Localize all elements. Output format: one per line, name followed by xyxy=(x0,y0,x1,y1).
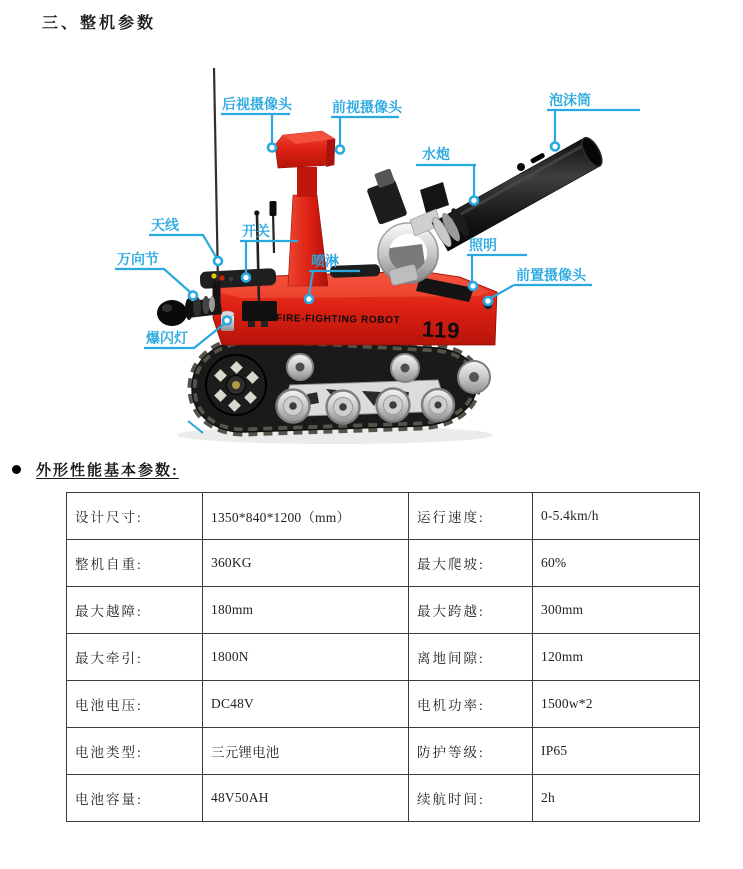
robot-illustration xyxy=(90,55,743,460)
callout-water-cannon-label: 水炮 xyxy=(422,146,450,162)
spec-row xyxy=(67,634,700,681)
spec-value-cell: 2h xyxy=(533,775,700,822)
callout-dot xyxy=(305,295,313,303)
spec-value-cell: 48V50AH xyxy=(203,775,409,822)
callout-dot xyxy=(189,292,197,300)
spec-value-cell: 1800N xyxy=(203,634,409,681)
spec-row xyxy=(67,493,700,540)
callout-front-camera xyxy=(484,267,592,305)
spec-table xyxy=(66,492,700,822)
callout-dot xyxy=(336,146,344,154)
spec-value-cell: 1500w*2 xyxy=(533,681,700,728)
spec-label-cell: 运行速度: xyxy=(409,493,533,540)
section-heading: 三、整机参数 xyxy=(42,15,157,32)
foam-barrel xyxy=(430,135,606,251)
subsection-heading: 外形性能基本参数: xyxy=(36,463,179,479)
callout-dot xyxy=(484,297,492,305)
spec-label-cell: 最大跨越: xyxy=(409,587,533,634)
spec-label-cell: 最大越障: xyxy=(67,587,203,634)
callout-foam-cylinder-label: 泡沫筒 xyxy=(549,92,591,108)
spec-value-cell: 三元锂电池 xyxy=(203,728,409,775)
spec-value-cell: 120mm xyxy=(533,634,700,681)
spec-value-cell: 180mm xyxy=(203,587,409,634)
spec-value-cell: 360KG xyxy=(203,540,409,587)
spec-row xyxy=(67,728,700,775)
subsection-heading-row xyxy=(12,459,179,480)
cannon-motor xyxy=(366,179,407,225)
spec-label-cell: 整机自重: xyxy=(67,540,203,587)
spec-row xyxy=(67,540,700,587)
callout-rear-view-camera-label: 后视摄像头 xyxy=(222,96,292,112)
callout-front-view-camera-label: 前视摄像头 xyxy=(332,99,402,115)
spec-label-cell: 设计尺寸: xyxy=(67,493,203,540)
universal-joint xyxy=(157,296,222,326)
whip-antenna xyxy=(214,68,218,285)
callout-front-camera-label: 前置摄像头 xyxy=(516,267,586,283)
callout-dot xyxy=(268,144,276,152)
callout-spray-label: 喷淋 xyxy=(311,253,339,269)
spec-label-cell: 续航时间: xyxy=(409,775,533,822)
callout-front-view-camera xyxy=(331,99,403,154)
spec-value-cell: 60% xyxy=(533,540,700,587)
spec-value-cell: IP65 xyxy=(533,728,700,775)
spec-value-cell: DC48V xyxy=(203,681,409,728)
spec-row xyxy=(67,681,700,728)
spec-value-cell: 1350*840*1200（mm） xyxy=(203,493,409,540)
bullet-icon xyxy=(12,465,21,474)
callout-dot xyxy=(470,197,478,205)
spec-row xyxy=(67,775,700,822)
callout-universal-joint-label: 万向节 xyxy=(117,251,159,267)
callout-antenna-label: 天线 xyxy=(151,217,179,233)
callout-strobe-light-label: 爆闪灯 xyxy=(146,330,188,346)
callout-dot xyxy=(223,317,231,325)
drive-sprocket xyxy=(206,355,266,415)
track-assembly xyxy=(188,339,490,433)
callout-switch-label: 开关 xyxy=(242,223,270,239)
short-antenna xyxy=(273,211,274,253)
callout-dot xyxy=(551,143,559,151)
spec-label-cell: 电池容量: xyxy=(67,775,203,822)
spec-label-cell: 电机功率: xyxy=(409,681,533,728)
callout-antenna xyxy=(149,217,222,265)
callout-dot xyxy=(214,257,222,265)
spec-label-cell: 电池电压: xyxy=(67,681,203,728)
hull-side-text: FIRE-FIGHTING ROBOT xyxy=(275,313,401,327)
callout-universal-joint xyxy=(115,251,197,300)
hull-number: 119 xyxy=(421,316,462,344)
spec-value-cell: 0-5.4km/h xyxy=(533,493,700,540)
spec-value-cell: 300mm xyxy=(533,587,700,634)
robot-figure xyxy=(90,55,743,460)
spec-row xyxy=(67,587,700,634)
callout-dot xyxy=(469,282,477,290)
spec-label-cell: 电池类型: xyxy=(67,728,203,775)
spec-label-cell: 最大牵引: xyxy=(67,634,203,681)
callout-dot xyxy=(242,274,250,282)
callout-lighting-label: 照明 xyxy=(469,237,497,253)
spec-label-cell: 离地间隙: xyxy=(409,634,533,681)
side-junction-box xyxy=(242,301,277,321)
hull xyxy=(157,68,497,345)
spec-label-cell: 防护等级: xyxy=(409,728,533,775)
spec-label-cell: 最大爬坡: xyxy=(409,540,533,587)
